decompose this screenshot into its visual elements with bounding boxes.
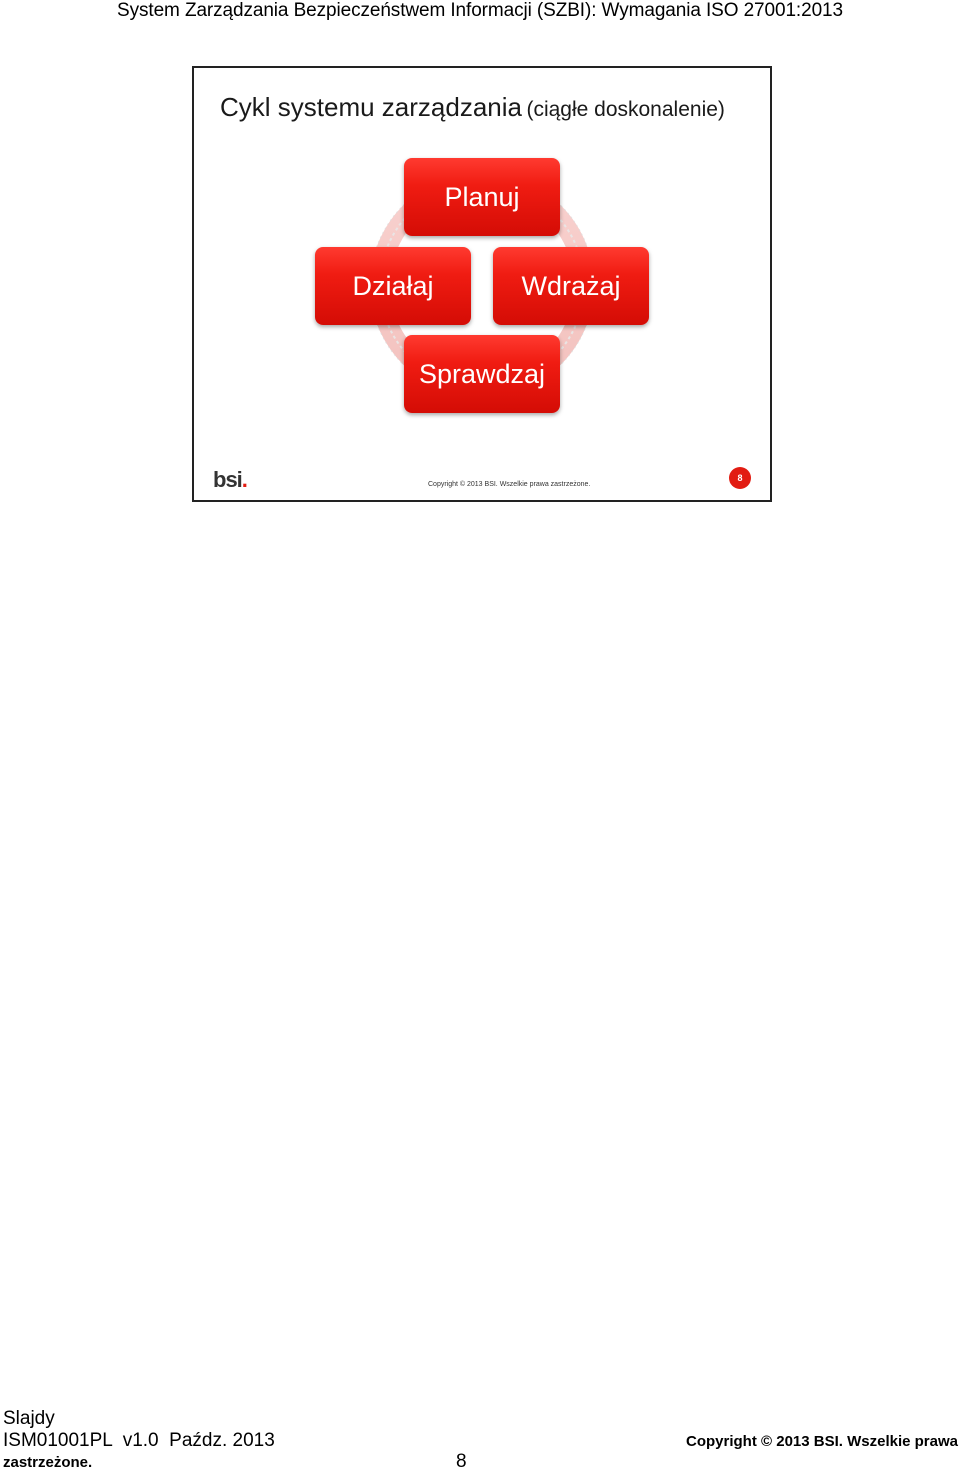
bsi-logo bbox=[213, 467, 247, 493]
page-footer bbox=[0, 1406, 960, 1473]
cycle-step-act: Działaj bbox=[315, 247, 471, 325]
footer-page-number: 8 bbox=[456, 1451, 467, 1472]
footer-left bbox=[3, 1408, 275, 1452]
footer-document-code: ISM01001PL v1.0 Paźdz. 2013 bbox=[3, 1430, 275, 1451]
page-header-title: System Zarządzania Bezpieczeństwem Informacji (SZBI): Wymagania ISO 27001:2013 bbox=[117, 0, 843, 21]
cycle-step-check: Sprawdzaj bbox=[404, 335, 560, 413]
slide-number-badge: 8 bbox=[729, 467, 751, 489]
bsi-logo-text: bsi bbox=[213, 467, 242, 492]
slide-title-main: Cykl systemu zarządzania bbox=[220, 92, 522, 122]
cycle-step-do: Wdrażaj bbox=[493, 247, 649, 325]
bsi-logo-dot: . bbox=[241, 467, 247, 492]
slide-title bbox=[220, 92, 725, 123]
footer-copyright-continued: zastrzeżone. bbox=[3, 1454, 93, 1471]
slide-frame bbox=[192, 66, 772, 502]
slide-title-sub: (ciągłe doskonalenie) bbox=[526, 98, 725, 121]
slide-copyright: Copyright © 2013 BSI. Wszelkie prawa zastrzeżone. bbox=[428, 481, 591, 488]
cycle-ring-arrows bbox=[194, 68, 770, 500]
footer-slides-label: Slajdy bbox=[3, 1408, 55, 1429]
cycle-step-plan: Planuj bbox=[404, 158, 560, 236]
footer-copyright: Copyright © 2013 BSI. Wszelkie prawa bbox=[686, 1433, 958, 1450]
